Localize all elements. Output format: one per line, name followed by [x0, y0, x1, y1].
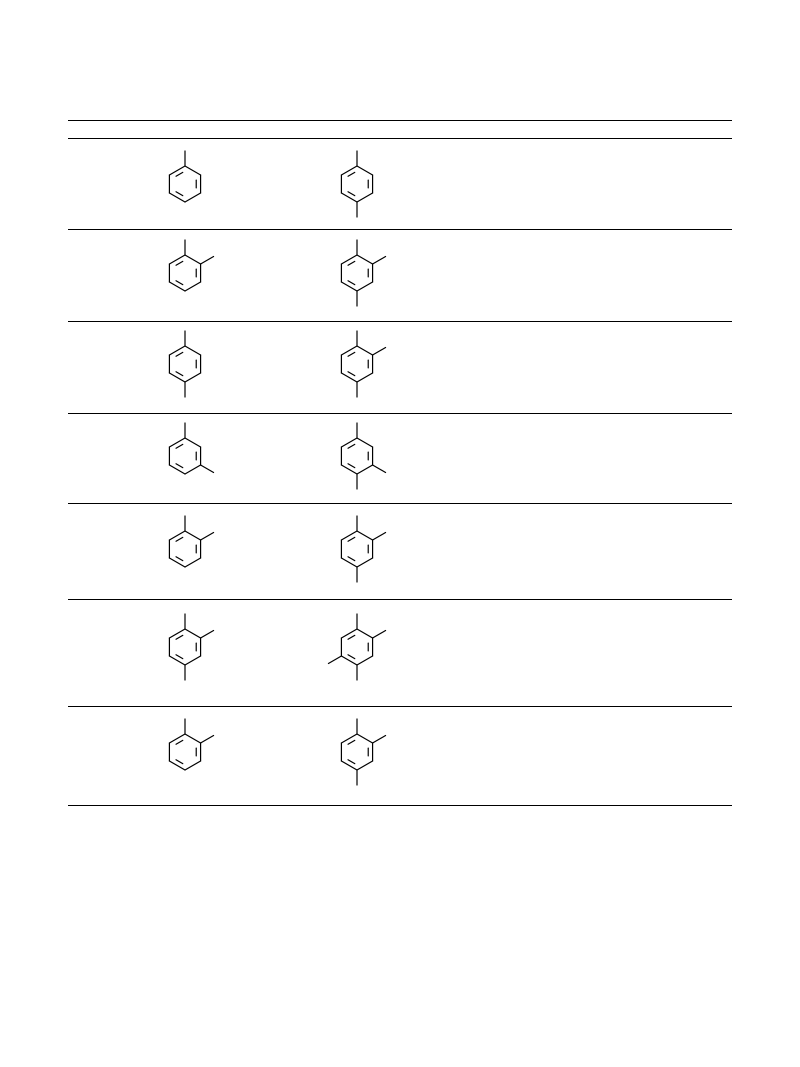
- ring-bond: [341, 166, 357, 175]
- double-bond: [176, 172, 183, 176]
- ring-bond: [341, 438, 357, 447]
- ring-bond: [169, 656, 185, 665]
- ring-bond: [185, 558, 201, 567]
- double-bond: [176, 464, 183, 468]
- methyl-bond: [373, 533, 386, 541]
- methyl-bond: [373, 348, 386, 356]
- methyl-bond: [373, 257, 386, 265]
- ring-bond: [169, 193, 185, 202]
- methyl-bond: [373, 736, 386, 744]
- methyl-bond: [373, 465, 386, 473]
- ring-bond: [341, 465, 357, 474]
- ring-bond: [341, 761, 357, 770]
- ring-bond: [341, 558, 357, 567]
- double-bond: [176, 192, 183, 196]
- double-bond: [348, 281, 355, 285]
- double-bond: [348, 557, 355, 561]
- ring-bond: [341, 656, 357, 665]
- ring-bond: [169, 734, 185, 743]
- ring-bond: [357, 438, 373, 447]
- ring-bond: [341, 373, 357, 382]
- table-top-rule: [68, 120, 732, 121]
- ring-bond: [185, 761, 201, 770]
- table-bottom-rule: [68, 805, 732, 806]
- ring-bond: [185, 193, 201, 202]
- ring-bond: [185, 166, 201, 175]
- double-bond: [348, 655, 355, 659]
- methyl-bond: [328, 656, 341, 664]
- double-bond: [348, 464, 355, 468]
- ring-bond: [357, 629, 373, 638]
- double-bond: [176, 740, 183, 744]
- ring-bond: [185, 656, 201, 665]
- double-bond: [176, 372, 183, 376]
- row-divider: [68, 706, 732, 707]
- methyl-bond: [201, 533, 214, 541]
- ring-bond: [169, 438, 185, 447]
- ring-bond: [185, 373, 201, 382]
- ring-bond: [185, 255, 201, 264]
- ring-bond: [357, 282, 373, 291]
- double-bond: [176, 444, 183, 448]
- row-divider: [68, 229, 732, 230]
- double-bond: [348, 740, 355, 744]
- double-bond: [176, 557, 183, 561]
- double-bond: [348, 635, 355, 639]
- ring-bond: [357, 193, 373, 202]
- product-structure: [297, 587, 417, 707]
- ring-bond: [357, 465, 373, 474]
- ring-bond: [357, 255, 373, 264]
- ring-bond: [169, 558, 185, 567]
- double-bond: [176, 760, 183, 764]
- ring-bond: [341, 734, 357, 743]
- double-bond: [348, 261, 355, 265]
- methyl-bond: [201, 465, 214, 473]
- ring-bond: [357, 558, 373, 567]
- row-divider: [68, 321, 732, 322]
- ring-bond: [357, 346, 373, 355]
- methyl-bond: [201, 631, 214, 639]
- double-bond: [176, 352, 183, 356]
- double-bond: [176, 635, 183, 639]
- ring-bond: [185, 465, 201, 474]
- double-bond: [348, 372, 355, 376]
- ring-bond: [341, 346, 357, 355]
- double-bond: [176, 537, 183, 541]
- ring-bond: [169, 255, 185, 264]
- ring-bond: [357, 656, 373, 665]
- ring-bond: [169, 761, 185, 770]
- ring-bond: [169, 373, 185, 382]
- row-divider: [68, 503, 732, 504]
- ring-bond: [341, 629, 357, 638]
- methyl-bond: [201, 257, 214, 265]
- ring-bond: [357, 761, 373, 770]
- ring-bond: [169, 531, 185, 540]
- double-bond: [348, 760, 355, 764]
- ring-bond: [169, 629, 185, 638]
- methyl-bond: [373, 631, 386, 639]
- ring-bond: [185, 629, 201, 638]
- ring-bond: [185, 282, 201, 291]
- ring-bond: [185, 734, 201, 743]
- ring-bond: [341, 193, 357, 202]
- ring-bond: [357, 734, 373, 743]
- methyl-bond: [201, 736, 214, 744]
- product-structure: [297, 692, 417, 812]
- ring-bond: [185, 531, 201, 540]
- ring-bond: [185, 438, 201, 447]
- ring-bond: [169, 282, 185, 291]
- ring-bond: [357, 531, 373, 540]
- ring-bond: [341, 531, 357, 540]
- ring-bond: [357, 373, 373, 382]
- double-bond: [348, 537, 355, 541]
- double-bond: [176, 281, 183, 285]
- row-divider: [68, 599, 732, 600]
- reactant-structure: [125, 587, 245, 707]
- double-bond: [348, 172, 355, 176]
- reactant-structure: [125, 692, 245, 812]
- ring-bond: [341, 282, 357, 291]
- double-bond: [176, 261, 183, 265]
- ring-bond: [185, 346, 201, 355]
- ring-bond: [169, 166, 185, 175]
- ring-bond: [341, 255, 357, 264]
- row-divider: [68, 413, 732, 414]
- ring-bond: [357, 166, 373, 175]
- double-bond: [348, 352, 355, 356]
- double-bond: [348, 192, 355, 196]
- ring-bond: [169, 346, 185, 355]
- double-bond: [348, 444, 355, 448]
- ring-bond: [169, 465, 185, 474]
- double-bond: [176, 655, 183, 659]
